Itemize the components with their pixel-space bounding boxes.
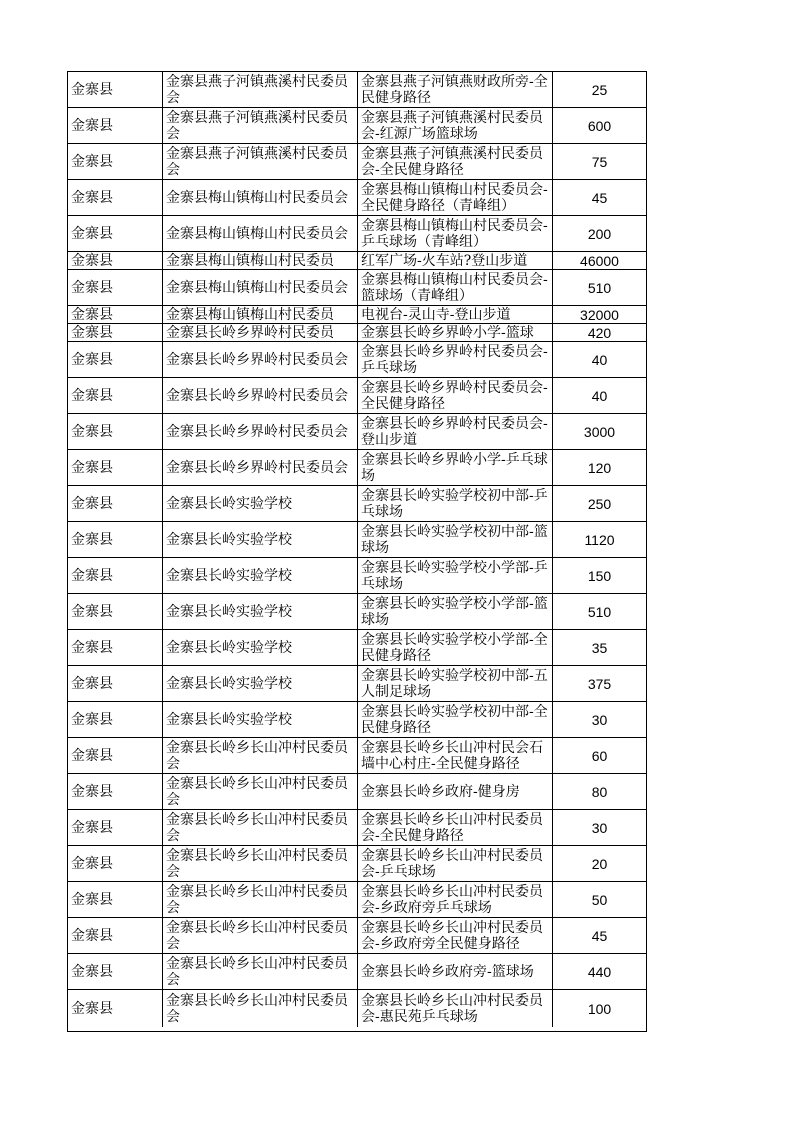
unit-cell: 金寨县长岭实验学校 (163, 666, 358, 701)
unit-cell: 金寨县长岭乡界岭村民委员会 (163, 450, 358, 485)
table-row (68, 702, 646, 738)
facilities-table (67, 71, 647, 1032)
county-cell: 金寨县 (68, 450, 163, 485)
location-cell: 金寨县长岭实验学校初中部-五人制足球场 (358, 666, 553, 701)
value-cell: 45 (591, 189, 608, 206)
value-cell: 75 (591, 153, 608, 170)
value-cell: 510 (587, 603, 612, 620)
table-row (68, 774, 646, 810)
county-cell: 金寨县 (68, 72, 163, 107)
table-row (68, 72, 646, 108)
unit-cell: 金寨县长岭乡长山冲村民委员会 (163, 738, 358, 773)
table-row (68, 324, 646, 342)
value-cell: 200 (587, 225, 612, 242)
location-cell: 金寨县长岭乡长山冲村民委员会-乡政府旁乒乓球场 (358, 882, 553, 917)
county-cell: 金寨县 (68, 558, 163, 593)
location-cell: 金寨县梅山镇梅山村民委员会-篮球场（青峰组） (358, 270, 553, 305)
value-cell: 120 (587, 459, 612, 476)
table-row (68, 252, 646, 270)
location-cell: 金寨县长岭实验学校小学部-篮球场 (358, 594, 553, 629)
value-cell: 30 (591, 711, 608, 728)
value-cell: 20 (591, 855, 608, 872)
location-cell: 金寨县长岭乡界岭村民委员会-登山步道 (358, 414, 553, 449)
table-row (68, 522, 646, 558)
value-cell: 440 (587, 963, 612, 980)
county-cell: 金寨县 (68, 324, 163, 341)
location-cell: 金寨县长岭乡界岭村民委员会-乒乓球场 (358, 342, 553, 377)
location-cell: 金寨县长岭实验学校初中部-乒乓球场 (358, 486, 553, 521)
location-cell: 电视台-灵山寺-登山步道 (358, 306, 553, 323)
county-cell: 金寨县 (68, 342, 163, 377)
location-cell: 金寨县长岭实验学校小学部-乒乓球场 (358, 558, 553, 593)
unit-cell: 金寨县梅山镇梅山村民委员 (163, 306, 358, 323)
value-cell: 80 (591, 783, 608, 800)
unit-cell: 金寨县梅山镇梅山村民委员会 (163, 180, 358, 215)
county-cell: 金寨县 (68, 738, 163, 773)
county-cell: 金寨县 (68, 954, 163, 989)
value-cell: 100 (587, 1000, 612, 1017)
table-row (68, 270, 646, 306)
unit-cell: 金寨县长岭乡长山冲村民委员会 (163, 918, 358, 953)
location-cell: 金寨县长岭乡政府-健身房 (358, 774, 553, 809)
location-cell: 金寨县长岭乡界岭村民委员会-全民健身路径 (358, 378, 553, 413)
unit-cell: 金寨县燕子河镇燕溪村民委员会 (163, 144, 358, 179)
table-row (68, 738, 646, 774)
table-row (68, 630, 646, 666)
table-row (68, 378, 646, 414)
location-cell: 金寨县长岭乡政府旁-篮球场 (358, 954, 553, 989)
unit-cell: 金寨县长岭乡界岭村民委员会 (163, 414, 358, 449)
location-cell: 金寨县长岭实验学校小学部-全民健身路径 (358, 630, 553, 665)
location-cell: 金寨县长岭实验学校初中部-篮球场 (358, 522, 553, 557)
unit-cell: 金寨县梅山镇梅山村民委员 (163, 252, 358, 269)
unit-cell: 金寨县梅山镇梅山村民委员会 (163, 216, 358, 251)
county-cell: 金寨县 (68, 918, 163, 953)
location-cell: 金寨县燕子河镇燕财政所旁-全民健身路径 (358, 72, 553, 107)
location-cell: 金寨县长岭实验学校初中部-全民健身路径 (358, 702, 553, 737)
value-cell: 150 (587, 567, 612, 584)
unit-cell: 金寨县长岭实验学校 (163, 630, 358, 665)
table-row (68, 846, 646, 882)
table-row (68, 882, 646, 918)
value-cell: 3000 (583, 423, 616, 440)
county-cell: 金寨县 (68, 990, 163, 1027)
value-cell: 50 (591, 891, 608, 908)
location-cell: 金寨县燕子河镇燕溪村民委员会-红源广场篮球场 (358, 108, 553, 143)
value-cell: 250 (587, 495, 612, 512)
table-row (68, 558, 646, 594)
location-cell: 金寨县长岭乡界岭小学-篮球 (358, 324, 553, 341)
value-cell: 46000 (580, 252, 619, 269)
table-row (68, 486, 646, 522)
value-cell: 510 (587, 279, 612, 296)
location-cell: 金寨县长岭乡长山冲村民会石墙中心村庄-全民健身路径 (358, 738, 553, 773)
value-cell: 32000 (580, 306, 619, 323)
table-row (68, 594, 646, 630)
county-cell: 金寨县 (68, 216, 163, 251)
location-cell: 金寨县长岭乡长山冲村民委员会-乒乓球场 (358, 846, 553, 881)
value-cell: 1120 (584, 531, 615, 548)
table-row (68, 450, 646, 486)
location-cell: 金寨县长岭乡长山冲村民委员会-全民健身路径 (358, 810, 553, 845)
county-cell: 金寨县 (68, 306, 163, 323)
county-cell: 金寨县 (68, 414, 163, 449)
location-cell: 金寨县燕子河镇燕溪村民委员会-全民健身路径 (358, 144, 553, 179)
value-cell: 40 (591, 351, 608, 368)
table-row (68, 180, 646, 216)
unit-cell: 金寨县燕子河镇燕溪村民委员会 (163, 72, 358, 107)
table-row (68, 918, 646, 954)
table-row (68, 144, 646, 180)
location-cell: 金寨县长岭乡长山冲村民委员会-惠民苑乒乓球场 (358, 990, 553, 1027)
county-cell: 金寨县 (68, 702, 163, 737)
county-cell: 金寨县 (68, 270, 163, 305)
value-cell: 60 (591, 747, 608, 764)
location-cell: 金寨县梅山镇梅山村民委员会-乒乓球场（青峰组） (358, 216, 553, 251)
county-cell: 金寨县 (68, 810, 163, 845)
unit-cell: 金寨县长岭乡界岭村民委员 (163, 324, 358, 341)
unit-cell: 金寨县长岭实验学校 (163, 486, 358, 521)
location-cell: 金寨县长岭乡界岭小学-乒乓球场 (358, 450, 553, 485)
table-row (68, 216, 646, 252)
unit-cell: 金寨县长岭乡界岭村民委员会 (163, 378, 358, 413)
table-row (68, 990, 646, 1027)
location-cell: 红军广场-火车站?登山步道 (358, 252, 553, 269)
county-cell: 金寨县 (68, 594, 163, 629)
unit-cell: 金寨县长岭乡长山冲村民委员会 (163, 810, 358, 845)
unit-cell: 金寨县长岭实验学校 (163, 558, 358, 593)
table-row (68, 306, 646, 324)
county-cell: 金寨县 (68, 252, 163, 269)
value-cell: 25 (591, 81, 608, 98)
unit-cell: 金寨县长岭乡界岭村民委员会 (163, 342, 358, 377)
value-cell: 35 (591, 639, 608, 656)
table-row (68, 414, 646, 450)
county-cell: 金寨县 (68, 522, 163, 557)
unit-cell: 金寨县长岭乡长山冲村民委员会 (163, 954, 358, 989)
county-cell: 金寨县 (68, 882, 163, 917)
unit-cell: 金寨县长岭乡长山冲村民委员会 (163, 774, 358, 809)
value-cell: 40 (591, 387, 608, 404)
unit-cell: 金寨县长岭实验学校 (163, 702, 358, 737)
unit-cell: 金寨县燕子河镇燕溪村民委员会 (163, 108, 358, 143)
value-cell: 375 (587, 675, 612, 692)
county-cell: 金寨县 (68, 846, 163, 881)
value-cell: 600 (587, 117, 612, 134)
unit-cell: 金寨县长岭实验学校 (163, 522, 358, 557)
unit-cell: 金寨县长岭乡长山冲村民委员会 (163, 882, 358, 917)
county-cell: 金寨县 (68, 108, 163, 143)
value-cell: 420 (587, 324, 612, 341)
county-cell: 金寨县 (68, 486, 163, 521)
county-cell: 金寨县 (68, 180, 163, 215)
location-cell: 金寨县梅山镇梅山村民委员会-全民健身路径（青峰组） (358, 180, 553, 215)
unit-cell: 金寨县长岭实验学校 (163, 594, 358, 629)
unit-cell: 金寨县梅山镇梅山村民委员会 (163, 270, 358, 305)
county-cell: 金寨县 (68, 774, 163, 809)
county-cell: 金寨县 (68, 630, 163, 665)
county-cell: 金寨县 (68, 666, 163, 701)
location-cell: 金寨县长岭乡长山冲村民委员会-乡政府旁全民健身路径 (358, 918, 553, 953)
value-cell: 30 (591, 819, 608, 836)
county-cell: 金寨县 (68, 378, 163, 413)
unit-cell: 金寨县长岭乡长山冲村民委员会 (163, 990, 358, 1027)
table-row (68, 810, 646, 846)
county-cell: 金寨县 (68, 144, 163, 179)
value-cell: 45 (591, 927, 608, 944)
table-row (68, 666, 646, 702)
table-row (68, 954, 646, 990)
unit-cell: 金寨县长岭乡长山冲村民委员会 (163, 846, 358, 881)
table-row (68, 108, 646, 144)
table-row (68, 342, 646, 378)
